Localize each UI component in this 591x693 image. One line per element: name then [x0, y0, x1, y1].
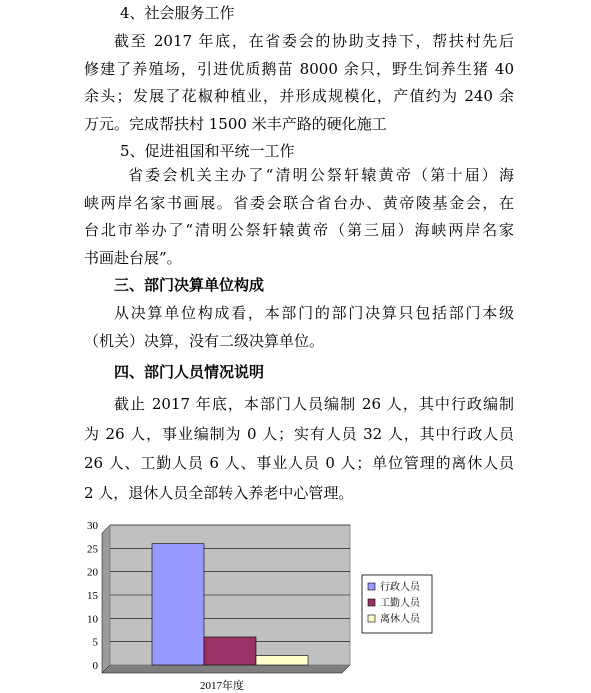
legend-label-3: 离休人员 [380, 614, 420, 625]
legend-label-1: 行政人员 [380, 582, 420, 593]
heading-social-service: 4、社会服务工作 [120, 4, 235, 22]
y-tick-label: 10 [87, 613, 98, 626]
staffing-bar-chart [87, 515, 550, 692]
text-line: 2 人，退休人员全部转入养老中心管理。 [84, 483, 354, 502]
y-tick-label: 0 [92, 660, 98, 672]
y-tick-label: 5 [92, 636, 98, 649]
bar-1 [152, 544, 204, 665]
staffing-chart [87, 515, 550, 692]
bar-3 [256, 656, 308, 665]
plot-side-wall [102, 525, 110, 673]
text-line: 省委会机关主办了“清明公祭轩辕黄帝（第十届）海 [128, 166, 514, 184]
paragraph-unit-composition [84, 300, 514, 355]
plot-floor [102, 665, 350, 673]
y-tick-label: 20 [87, 566, 98, 579]
text-line: 余头；发展了花椒种植业，并形成规模化，产值约为 240 余 [84, 87, 514, 106]
paragraph-social-service [84, 28, 514, 138]
text-line: 为 26 人，事业编制为 0 人；实有人员 32 人，其中行政人员 [84, 424, 514, 443]
x-tick-label: 2017年度 [200, 680, 244, 692]
paragraph-reunification [84, 162, 514, 272]
text-line: 万元。完成帮扶村 1500 米丰产路的硬化施工 [84, 114, 387, 133]
y-tick-label: 25 [87, 543, 98, 556]
heading-unit-composition: 三、部门决算单位构成 [114, 276, 265, 294]
text-line: 台北市举办了“清明公祭轩辕黄帝（第三届）海峡两岸名家 [84, 221, 514, 240]
legend-label-2: 工勤人员 [380, 598, 420, 609]
y-tick-label: 15 [87, 590, 98, 602]
text-line: 截至 2017 年底，在省委会的协助支持下，帮扶村先后 [114, 32, 514, 50]
text-line: 从决算单位构成看，本部门的部门决算只包括部门本级 [114, 304, 514, 322]
heading-staffing: 四、部门人员情况说明 [114, 363, 265, 381]
paragraph-staffing [84, 390, 514, 508]
heading-reunification: 5、促进祖国和平统一工作 [120, 142, 295, 160]
text-line: 书画赴台展”。 [84, 248, 182, 267]
legend-swatch-2 [368, 599, 375, 606]
text-line: 26 人、工勤人员 6 人、事业人员 0 人；单位管理的离休人员 [84, 454, 514, 472]
text-line: 截止 2017 年底，本部门人员编制 26 人，其中行政编制 [114, 395, 514, 413]
text-line: （机关）决算，没有二级决算单位。 [84, 331, 325, 350]
text-line: 峡两岸名家书画展。省委会联合省台办、黄帝陵基金会，在 [84, 193, 514, 212]
legend-swatch-1 [368, 583, 375, 590]
legend-swatch-3 [368, 615, 375, 622]
y-tick-label: 30 [87, 520, 98, 532]
bar-2 [204, 637, 256, 665]
text-line: 修建了养殖场，引进优质鹅苗 8000 余只，野生饲养生猪 40 [84, 59, 514, 78]
